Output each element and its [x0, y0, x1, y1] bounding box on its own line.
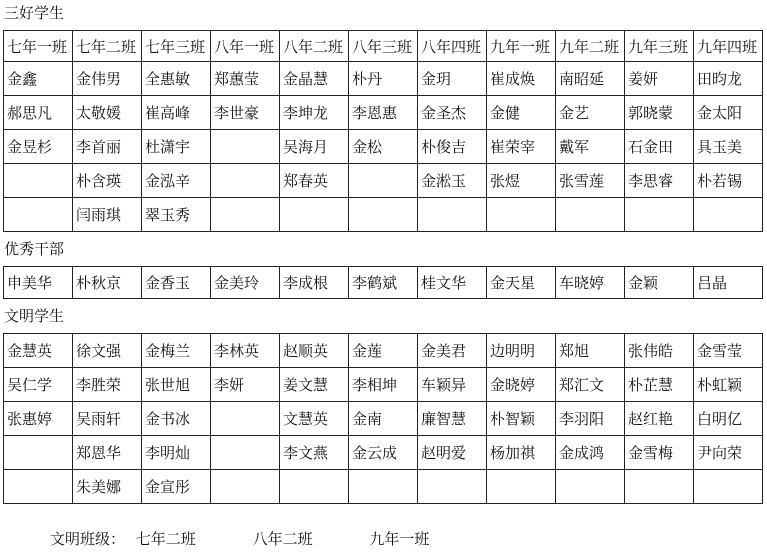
table-cell: 郝思凡 [4, 96, 73, 130]
table-cell: 金天星 [487, 267, 556, 299]
table-row [4, 164, 763, 198]
table-cell: 田昀龙 [694, 62, 763, 96]
table-cell: 吴雨轩 [73, 402, 142, 436]
table-cell: 朴丹 [349, 62, 418, 96]
table-cell: 崔高峰 [142, 96, 211, 130]
table-cell: 张雪莲 [556, 164, 625, 198]
table-cell: 李首丽 [73, 130, 142, 164]
footer-civilized-classes [50, 528, 481, 550]
table-cell: 张世旭 [142, 368, 211, 402]
table-row [4, 470, 763, 504]
table-cell: 李妍 [211, 368, 280, 402]
table-cell: 赵红艳 [625, 402, 694, 436]
table-cell: 戴军 [556, 130, 625, 164]
table-cell: 金南 [349, 402, 418, 436]
table-cell: 金艺 [556, 96, 625, 130]
table-cell: 李胜荣 [73, 368, 142, 402]
table-cell: 朴若锡 [694, 164, 763, 198]
table-cell: 边明明 [487, 334, 556, 368]
table-cell [4, 198, 73, 232]
table-cell: 郭晓蒙 [625, 96, 694, 130]
table-cell: 李文燕 [280, 436, 349, 470]
table-row [4, 334, 763, 368]
table-cell: 金昱杉 [4, 130, 73, 164]
wenming-table [3, 333, 763, 504]
table-cell: 李明灿 [142, 436, 211, 470]
table-cell: 金美君 [418, 334, 487, 368]
table-cell: 李世豪 [211, 96, 280, 130]
table-cell: 李成根 [280, 267, 349, 299]
table-cell: 金太阳 [694, 96, 763, 130]
table-cell: 金松 [349, 130, 418, 164]
footer-class: 八年二班 [252, 530, 313, 548]
table-cell: 金雪莹 [694, 334, 763, 368]
table-cell: 杨加祺 [487, 436, 556, 470]
table-cell: 车晓婷 [556, 267, 625, 299]
table-cell: 金伟男 [73, 62, 142, 96]
table-row [4, 130, 763, 164]
table-cell: 翠玉秀 [142, 198, 211, 232]
table-cell: 金鑫 [4, 62, 73, 96]
table-cell: 白明亿 [694, 402, 763, 436]
table-cell: 金宣彤 [142, 470, 211, 504]
table-cell [280, 470, 349, 504]
table-cell: 金晶慧 [280, 62, 349, 96]
table-cell: 金美玲 [211, 267, 280, 299]
table-cell: 李坤龙 [280, 96, 349, 130]
sanhao-table [3, 30, 763, 232]
table-cell: 杜潇宇 [142, 130, 211, 164]
table-cell: 郑恩华 [73, 436, 142, 470]
table-cell: 李相坤 [349, 368, 418, 402]
table-cell: 张煜 [487, 164, 556, 198]
section-title-sanhao: 三好学生 [4, 4, 65, 22]
table-cell: 朴智颖 [487, 402, 556, 436]
table-cell: 赵明爱 [418, 436, 487, 470]
footer-class: 九年一班 [369, 530, 430, 548]
table-cell [556, 198, 625, 232]
table-cell: 朴俊吉 [418, 130, 487, 164]
table-cell: 金书冰 [142, 402, 211, 436]
column-header: 八年二班 [280, 31, 349, 62]
table-cell: 赵顺英 [280, 334, 349, 368]
table-cell: 石金田 [625, 130, 694, 164]
table-cell: 郑蕙莹 [211, 62, 280, 96]
table-row [4, 267, 763, 299]
column-header: 九年一班 [487, 31, 556, 62]
table-cell: 崔成焕 [487, 62, 556, 96]
table-row [4, 368, 763, 402]
table-cell: 具玉美 [694, 130, 763, 164]
column-header: 八年三班 [349, 31, 418, 62]
youxiu-table [3, 266, 763, 299]
table-cell: 金颖 [625, 267, 694, 299]
table-header-row [4, 31, 763, 62]
table-row [4, 436, 763, 470]
table-cell [4, 164, 73, 198]
table-cell [556, 470, 625, 504]
table-cell: 金泓辛 [142, 164, 211, 198]
column-header: 九年二班 [556, 31, 625, 62]
footer-class: 七年二班 [135, 530, 196, 548]
table-cell [625, 470, 694, 504]
table-cell: 李思睿 [625, 164, 694, 198]
table-cell: 桂文华 [418, 267, 487, 299]
table-cell: 金淞玉 [418, 164, 487, 198]
table-cell: 金健 [487, 96, 556, 130]
column-header: 九年三班 [625, 31, 694, 62]
table-cell: 郑春英 [280, 164, 349, 198]
table-cell: 吴仁学 [4, 368, 73, 402]
section-title-wenming: 文明学生 [4, 307, 65, 325]
table-cell: 李鹤斌 [349, 267, 418, 299]
table-cell: 金晓婷 [487, 368, 556, 402]
table-cell: 申美华 [4, 267, 73, 299]
table-cell [418, 198, 487, 232]
table-cell [211, 436, 280, 470]
column-header: 七年一班 [4, 31, 73, 62]
table-cell: 朴芷慧 [625, 368, 694, 402]
table-cell: 金雪梅 [625, 436, 694, 470]
table-row [4, 62, 763, 96]
footer-label: 文明班级： [50, 530, 126, 548]
table-cell [487, 470, 556, 504]
table-cell: 金梅兰 [142, 334, 211, 368]
table-cell [211, 164, 280, 198]
table-cell [349, 470, 418, 504]
table-cell: 廉智慧 [418, 402, 487, 436]
column-header: 八年一班 [211, 31, 280, 62]
table-cell [625, 198, 694, 232]
table-cell [211, 198, 280, 232]
table-cell: 南昭延 [556, 62, 625, 96]
column-header: 九年四班 [694, 31, 763, 62]
table-row [4, 198, 763, 232]
table-cell: 金圣杰 [418, 96, 487, 130]
table-cell [280, 198, 349, 232]
table-cell [694, 198, 763, 232]
table-cell [418, 470, 487, 504]
table-cell: 吕晶 [694, 267, 763, 299]
column-header: 七年三班 [142, 31, 211, 62]
table-cell: 文慧英 [280, 402, 349, 436]
table-cell: 朴虹颖 [694, 368, 763, 402]
table-cell: 吴海月 [280, 130, 349, 164]
section-title-youxiu: 优秀干部 [4, 240, 65, 258]
table-cell [349, 198, 418, 232]
table-cell: 朴含瑛 [73, 164, 142, 198]
table-cell: 尹向荣 [694, 436, 763, 470]
column-header: 七年二班 [73, 31, 142, 62]
table-cell: 郑汇文 [556, 368, 625, 402]
table-cell: 崔荣宰 [487, 130, 556, 164]
table-cell: 金莲 [349, 334, 418, 368]
table-cell: 张伟皓 [625, 334, 694, 368]
table-cell: 金云成 [349, 436, 418, 470]
table-cell: 李羽阳 [556, 402, 625, 436]
table-row [4, 96, 763, 130]
table-cell [211, 470, 280, 504]
table-cell [211, 130, 280, 164]
table-cell: 全惠敏 [142, 62, 211, 96]
table-cell [487, 198, 556, 232]
table-cell: 李林英 [211, 334, 280, 368]
table-cell [4, 436, 73, 470]
table-cell: 金玥 [418, 62, 487, 96]
column-header: 八年四班 [418, 31, 487, 62]
table-cell: 太敬媛 [73, 96, 142, 130]
table-cell: 金慧英 [4, 334, 73, 368]
table-cell [211, 402, 280, 436]
table-cell [4, 470, 73, 504]
table-cell: 徐文强 [73, 334, 142, 368]
table-cell [694, 470, 763, 504]
table-cell: 金成鸿 [556, 436, 625, 470]
table-row [4, 402, 763, 436]
table-cell: 闫雨琪 [73, 198, 142, 232]
table-cell: 车颖异 [418, 368, 487, 402]
table-cell: 金香玉 [142, 267, 211, 299]
table-cell: 李恩惠 [349, 96, 418, 130]
table-cell [349, 164, 418, 198]
table-cell: 郑旭 [556, 334, 625, 368]
table-cell: 姜文慧 [280, 368, 349, 402]
table-cell: 张惠婷 [4, 402, 73, 436]
table-cell: 朴秋京 [73, 267, 142, 299]
table-cell: 朱美娜 [73, 470, 142, 504]
table-cell: 姜妍 [625, 62, 694, 96]
